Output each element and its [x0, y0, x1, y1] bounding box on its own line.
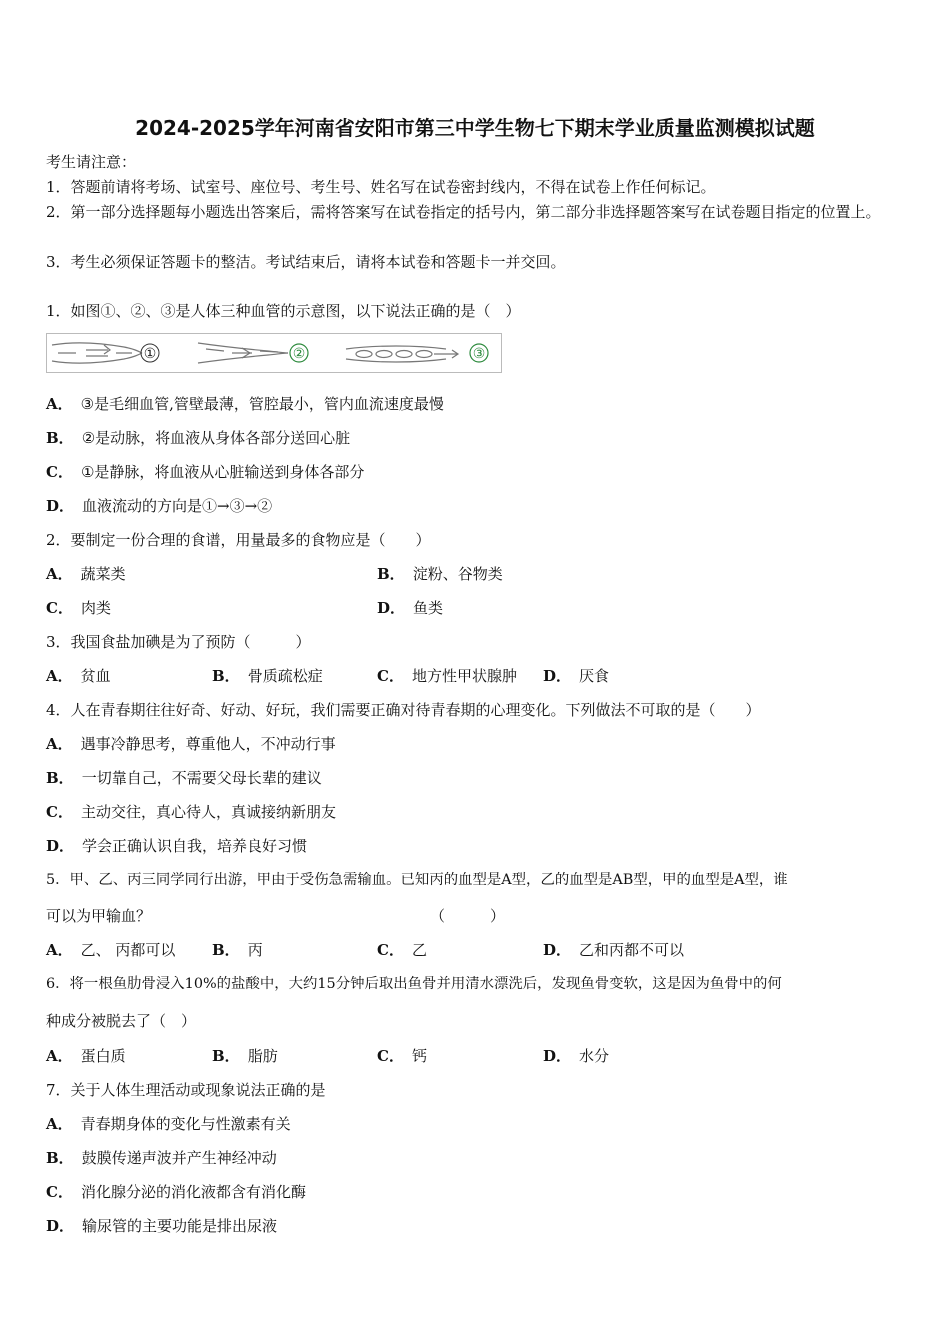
notice-item: 1．答题前请将考场、试室号、座位号、考生号、姓名写在试卷密封线内，不得在试卷上作任何标记。	[46, 178, 716, 196]
vessel-3-drawing	[346, 346, 458, 362]
option-text: ①是静脉，将血液从心脏输送到身体各部分	[80, 463, 365, 481]
option-label: B．	[377, 565, 405, 583]
question-stem-6: 6．将一根鱼肋骨浸入10%的盐酸中，大约15分钟后取出鱼骨并用清水漂洗后，发现鱼骨变软，这是因为鱼骨中的何	[46, 976, 782, 992]
option	[46, 734, 336, 754]
option-text: 学会正确认识自我，培养良好习惯	[82, 837, 308, 855]
option	[377, 1046, 427, 1066]
option-text: 乙	[411, 941, 427, 959]
vessel-2-label: ②	[292, 346, 306, 362]
option-text: 主动交往，真心待人，真诚接纳新朋友	[80, 803, 336, 821]
figure-frame	[47, 334, 502, 373]
blood-vessel-diagram	[46, 333, 502, 373]
option-text: 输尿管的主要功能是排出尿液	[82, 1217, 278, 1235]
option	[46, 598, 111, 618]
option-label: D．	[543, 1047, 572, 1065]
option	[46, 666, 111, 686]
option	[46, 768, 322, 788]
option	[46, 394, 444, 414]
option-text: 血液流动的方向是①→③→②	[82, 497, 273, 515]
option-text: 消化腺分泌的消化液都含有消化酶	[80, 1183, 306, 1201]
answer-blank: （ ）	[430, 907, 506, 925]
option-text: 地方性甲状腺肿	[411, 667, 517, 685]
option	[46, 836, 307, 856]
option-text: 骨质疏松症	[247, 667, 323, 685]
option-label: C．	[46, 803, 73, 821]
option-text: 丙	[247, 941, 263, 959]
option-text: 钙	[411, 1047, 427, 1065]
option	[46, 428, 350, 448]
option-label: C．	[377, 1047, 404, 1065]
option-label: B．	[212, 667, 240, 685]
option	[46, 462, 364, 482]
option	[543, 940, 684, 960]
option-label: A．	[46, 565, 73, 583]
option	[377, 666, 517, 686]
option-text: 水分	[579, 1047, 610, 1065]
option-label: D．	[46, 837, 75, 855]
notice-item: 2．第一部分选择题每小题选出答案后，需将答案写在试卷指定的括号内，第二部分非选择题答案写在试卷题目指定的位置上。	[46, 203, 881, 221]
option	[46, 1046, 126, 1066]
option-label: B．	[46, 429, 74, 447]
vessel-1-label: ①	[143, 346, 157, 362]
option-label: C．	[377, 667, 404, 685]
option-text: ③是毛细血管,管壁最薄，管腔最小，管内血流速度最慢	[80, 395, 444, 413]
question-stem-1: 1．如图①、②、③是人体三种血管的示意图，以下说法正确的是（ ）	[46, 302, 521, 320]
option-label: A．	[46, 735, 73, 753]
page-title: 2024-2025学年河南省安阳市第三中学生物七下期末学业质量监测模拟试题	[135, 116, 815, 140]
option	[212, 940, 263, 960]
option-text: 肉类	[80, 599, 111, 617]
blood-vessel-figure	[46, 333, 502, 373]
option	[543, 1046, 609, 1066]
question-stem-5-cont: 可以为甲输血？	[46, 907, 152, 925]
question-stem-2: 2．要制定一份合理的食谱，用量最多的食物应是（ ）	[46, 531, 431, 549]
option-label: A．	[46, 1115, 73, 1133]
vessel-3-label: ③	[472, 346, 486, 362]
option-label: D．	[377, 599, 406, 617]
option	[46, 1216, 277, 1236]
option-label: D．	[46, 497, 75, 515]
option-label: C．	[377, 941, 404, 959]
option	[212, 1046, 278, 1066]
option	[212, 666, 323, 686]
vessel-1-drawing	[52, 343, 142, 363]
option	[377, 564, 503, 584]
notice-heading: 考生请注意：	[46, 153, 137, 171]
notice-item: 3．考生必须保证答题卡的整洁。考试结束后，请将本试卷和答题卡一并交回。	[46, 253, 566, 271]
option-label: D．	[46, 1217, 75, 1235]
option-text: 遇事冷静思考，尊重他人，不冲动行事	[80, 735, 336, 753]
option-text: 乙、 丙都可以	[80, 941, 176, 959]
option-text: ②是动脉，将血液从身体各部分送回心脏	[81, 429, 351, 447]
option	[46, 1182, 306, 1202]
option-text: 蔬菜类	[80, 565, 126, 583]
option-label: C．	[46, 1183, 73, 1201]
question-stem-6-cont: 种成分被脱去了（ ）	[46, 1012, 197, 1030]
question-stem-3: 3．我国食盐加碘是为了预防（ ）	[46, 633, 311, 651]
option-label: D．	[543, 941, 572, 959]
option	[543, 666, 609, 686]
option-text: 鱼类	[413, 599, 444, 617]
option-label: A．	[46, 667, 73, 685]
option-text: 淀粉、谷物类	[412, 565, 503, 583]
option	[46, 802, 336, 822]
vessel-2-drawing	[198, 343, 288, 363]
option-label: A．	[46, 1047, 73, 1065]
option	[377, 598, 443, 618]
option-label: B．	[212, 1047, 240, 1065]
option	[46, 1148, 277, 1168]
option-text: 一切靠自己，不需要父母长辈的建议	[81, 769, 322, 787]
option-label: C．	[46, 599, 73, 617]
question-stem-7: 7．关于人体生理活动或现象说法正确的是	[46, 1081, 326, 1099]
option	[46, 496, 272, 516]
option-label: C．	[46, 463, 73, 481]
option-label: A．	[46, 941, 73, 959]
option-label: A．	[46, 395, 73, 413]
option	[46, 940, 175, 960]
question-stem-4: 4．人在青春期往往好奇、好动、好玩，我们需要正确对待青春期的心理变化。下列做法不可取的是（ ）	[46, 701, 761, 719]
option-label: B．	[212, 941, 240, 959]
option-label: D．	[543, 667, 572, 685]
option-text: 脂肪	[247, 1047, 278, 1065]
option-text: 蛋白质	[80, 1047, 126, 1065]
option-label: B．	[46, 769, 74, 787]
option-text: 厌食	[579, 667, 610, 685]
option	[46, 564, 126, 584]
option	[46, 1114, 291, 1134]
option-text: 鼓膜传递声波并产生神经冲动	[81, 1149, 277, 1167]
option-text: 贫血	[80, 667, 111, 685]
option	[377, 940, 427, 960]
option-text: 乙和丙都不可以	[579, 941, 685, 959]
question-stem-5: 5．甲、乙、丙三同学同行出游，甲由于受伤急需输血。已知丙的血型是A型，乙的血型是AB型，甲的血型是A型，谁	[46, 872, 788, 888]
option-label: B．	[46, 1149, 74, 1167]
option-text: 青春期身体的变化与性激素有关	[80, 1115, 291, 1133]
